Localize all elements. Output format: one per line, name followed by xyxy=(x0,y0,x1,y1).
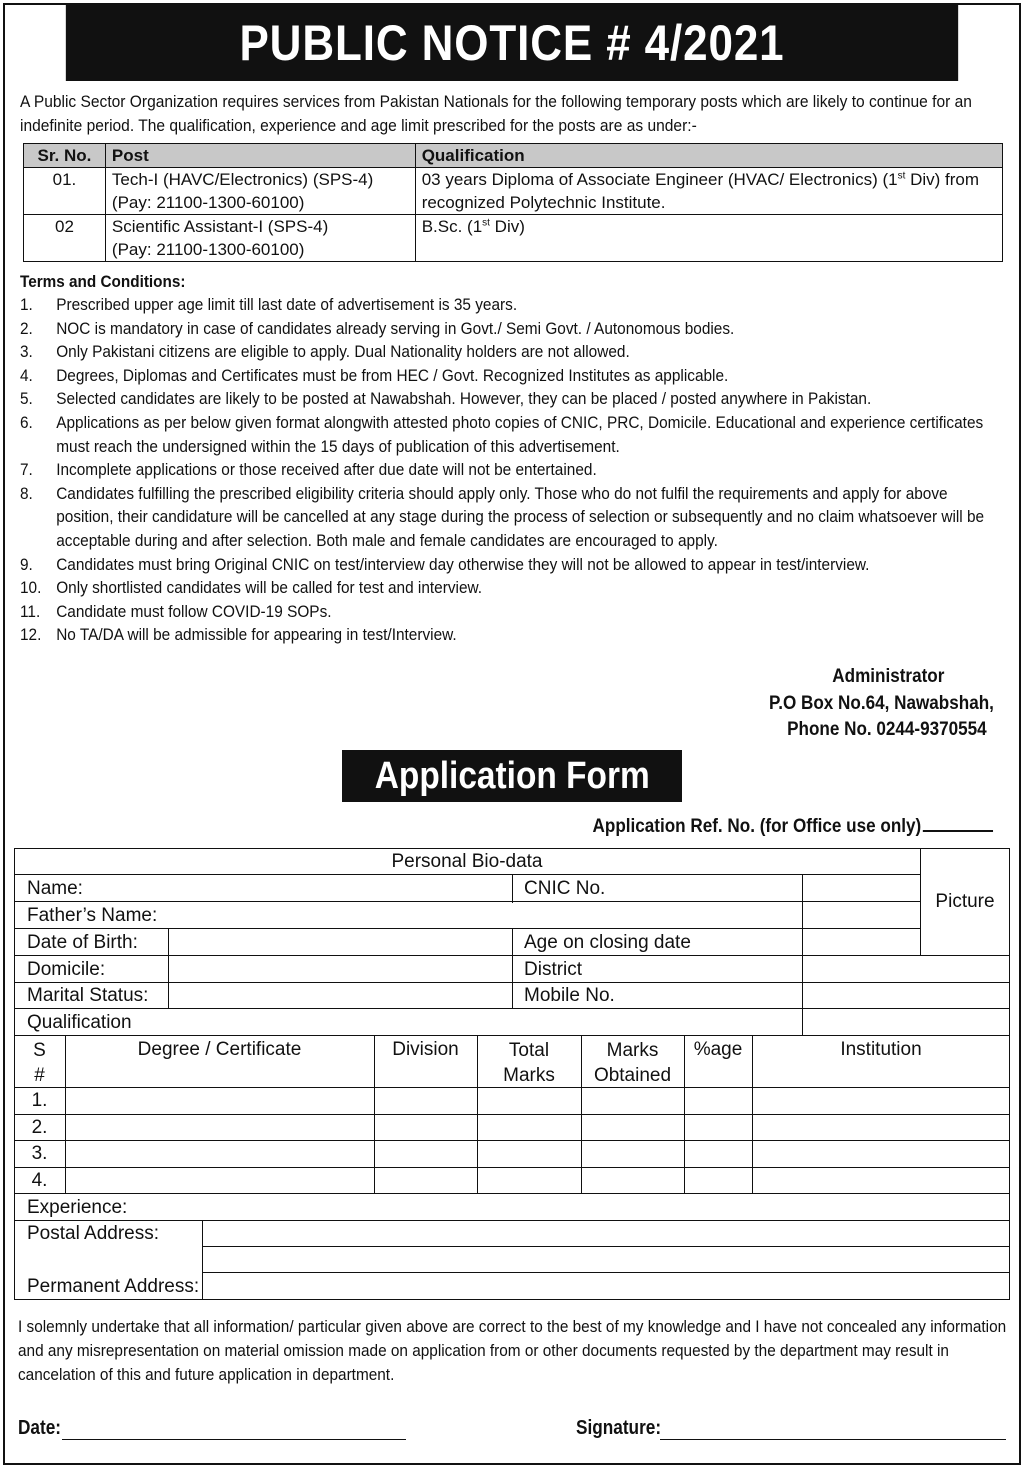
signatory-address: P.O Box No.64, Nawabshah, xyxy=(769,692,994,714)
qualification-text-end: Div) xyxy=(489,217,525,236)
dob-label: Date of Birth: xyxy=(27,932,138,953)
district-label: District xyxy=(524,959,583,980)
table-row-number: 1. xyxy=(31,1090,48,1111)
col-header-percentage: %age xyxy=(693,1039,743,1060)
signatory-block xyxy=(769,664,994,744)
table-row-number: 3. xyxy=(31,1143,48,1164)
list-item: 2. NOC is mandatory in case of candidates already serving in Govt./ Semi Govt. / Autonomous bodies. xyxy=(20,318,735,338)
application-form-title: Application Form xyxy=(342,750,682,802)
posts-header-row xyxy=(24,144,1003,168)
list-item: 6. Applications as per below given format alongwith attested photo copies of CNIC, PRC, Domicile. Educational and experience certificates must reach the undersigned within the 15 days of publication of this advertisement. xyxy=(20,412,984,456)
divider xyxy=(512,875,513,903)
divider xyxy=(14,1220,1010,1221)
father-name-label: Father’s Name: xyxy=(27,905,158,926)
qualification-line2: recognized Polytechnic Institute. xyxy=(421,193,666,212)
marital-status-label: Marital Status: xyxy=(27,985,149,1006)
terms-title: Terms and Conditions: xyxy=(20,272,186,291)
list-item: 7. Incomplete applications or those received after due date will not be entertained. xyxy=(20,460,597,480)
divider xyxy=(202,1246,1010,1247)
cnic-label: CNIC No. xyxy=(524,878,606,899)
signature-field: Signature: xyxy=(576,1417,662,1439)
col-header-sr: Sr. No. xyxy=(24,144,106,168)
list-item: 10. Only shortlisted candidates will be called for test and interview. xyxy=(20,578,483,598)
divider xyxy=(14,1167,1010,1168)
list-item: 3. Only Pakistani citizens are eligible to apply. Dual Nationality holders are not allowed. xyxy=(20,342,630,362)
divider xyxy=(14,1114,1010,1115)
list-item: 9. Candidates must bring Original CNIC on test/interview day otherwise they will not be allowed to appear in test/interview. xyxy=(20,554,870,574)
mobile-label: Mobile No. xyxy=(524,985,615,1006)
application-form-table xyxy=(14,848,1010,1300)
list-item: 12. No TA/DA will be admissible for appearing in test/Interview. xyxy=(20,625,457,645)
list-item: 11. Candidate must follow COVID-19 SOPs. xyxy=(20,601,332,621)
col-header-qualification: Qualification xyxy=(415,144,1002,168)
posts-table xyxy=(23,143,1003,262)
notice-title: PUBLIC NOTICE # 4/2021 xyxy=(66,5,958,81)
col-header-institution: Institution xyxy=(840,1039,922,1060)
experience-label: Experience: xyxy=(27,1197,128,1218)
signature-line[interactable] xyxy=(660,1439,1006,1440)
divider xyxy=(202,1220,203,1300)
post-cell xyxy=(105,215,415,262)
domicile-label: Domicile: xyxy=(27,959,106,980)
terms-list xyxy=(20,293,1006,647)
divider xyxy=(168,928,169,1008)
sr-no: 02 xyxy=(24,215,106,262)
name-label: Name: xyxy=(27,878,83,899)
col-header-marks-obtained: Marks Obtained xyxy=(593,1040,672,1086)
application-ref-label: Application Ref. No. (for Office use only) xyxy=(592,816,993,838)
picture-label: Picture xyxy=(935,891,995,912)
qualification-sup: st xyxy=(482,217,490,229)
divider xyxy=(14,1193,1010,1194)
divider xyxy=(14,901,920,902)
qualification-sup: st xyxy=(897,170,906,182)
post-name: Tech-I (HAVC/Electronics) (SPS-4) xyxy=(111,170,374,189)
col-header-degree: Degree / Certificate xyxy=(137,1039,302,1060)
qualification-text: B.Sc. (1 xyxy=(421,217,483,236)
date-field: Date: xyxy=(18,1417,62,1439)
date-line[interactable] xyxy=(62,1439,406,1440)
signatory-phone: Phone No. 0244-9370554 xyxy=(787,719,987,740)
table-row xyxy=(24,215,1003,262)
intro-paragraph: A Public Sector Organization requires services from Pakistan Nationals for the following temporary posts which are likely to continue for an indefinite period. The qualification, experience and age limit prescribed for the posts are as under:- xyxy=(20,92,972,135)
divider xyxy=(14,874,920,875)
divider xyxy=(512,928,513,1008)
permanent-address-label: Permanent Address: xyxy=(27,1276,200,1297)
qualification-label: Qualification xyxy=(27,1012,132,1033)
col-header-total-marks: Total Marks xyxy=(503,1040,555,1086)
post-name: Scientific Assistant-I (SPS-4) xyxy=(111,217,329,236)
post-pay: (Pay: 21100-1300-60100) xyxy=(111,240,305,259)
post-cell xyxy=(105,168,415,215)
divider xyxy=(14,928,920,929)
divider xyxy=(14,1035,1010,1036)
postal-address-label: Postal Address: xyxy=(27,1223,160,1244)
divider xyxy=(14,1008,1010,1009)
declaration-text: I solemnly undertake that all information/ particular given above are correct to the best of my knowledge and I have not concealed any information and any misrepresentation on material omission made on application from or other documents requested by the department may result in cancelation of this and future application in department. xyxy=(18,1317,1007,1384)
age-label: Age on closing date xyxy=(524,932,691,953)
qualification-text-end: Div) from xyxy=(905,170,980,189)
qualification-text: 03 years Diploma of Associate Engineer (HVAC/ Electronics) (1 xyxy=(421,170,898,189)
col-header-post: Post xyxy=(105,144,415,168)
signatory-title: Administrator xyxy=(832,666,945,687)
table-row-number: 2. xyxy=(31,1117,48,1138)
list-item: 4. Degrees, Diplomas and Certificates must be from HEC / Govt. Recognized Institutes as applicable. xyxy=(20,365,729,385)
col-header-s: S # xyxy=(33,1040,46,1086)
biodata-title: Personal Bio-data xyxy=(391,851,543,872)
ref-blank-line[interactable] xyxy=(923,830,993,832)
qualification-cell xyxy=(415,215,1002,262)
sr-no: 01. xyxy=(24,168,106,215)
list-item: 8. Candidates fulfilling the prescribed eligibility criteria should apply only. Those who do not fulfil the requirements and apply for above position, their candidature will be cancelled at any stage during the process of selection or subsequently and no claim whatsoever will be acceptable during and after selection. Both male and female candidates are encouraged to apply. xyxy=(20,483,985,550)
list-item: 1. Prescribed upper age limit till last date of advertisement is 35 years. xyxy=(20,295,518,314)
divider xyxy=(202,1272,1010,1273)
list-item: 5. Selected candidates are likely to be posted at Nawabshah. However, they can be placed / posted anywhere in Pakistan. xyxy=(20,389,872,409)
table-row xyxy=(24,168,1003,215)
divider xyxy=(14,1140,1010,1141)
qualification-cell xyxy=(415,168,1002,215)
divider xyxy=(802,875,803,1035)
table-row-number: 4. xyxy=(31,1170,48,1191)
col-header-division: Division xyxy=(392,1039,459,1060)
post-pay: (Pay: 21100-1300-60100) xyxy=(111,193,305,212)
